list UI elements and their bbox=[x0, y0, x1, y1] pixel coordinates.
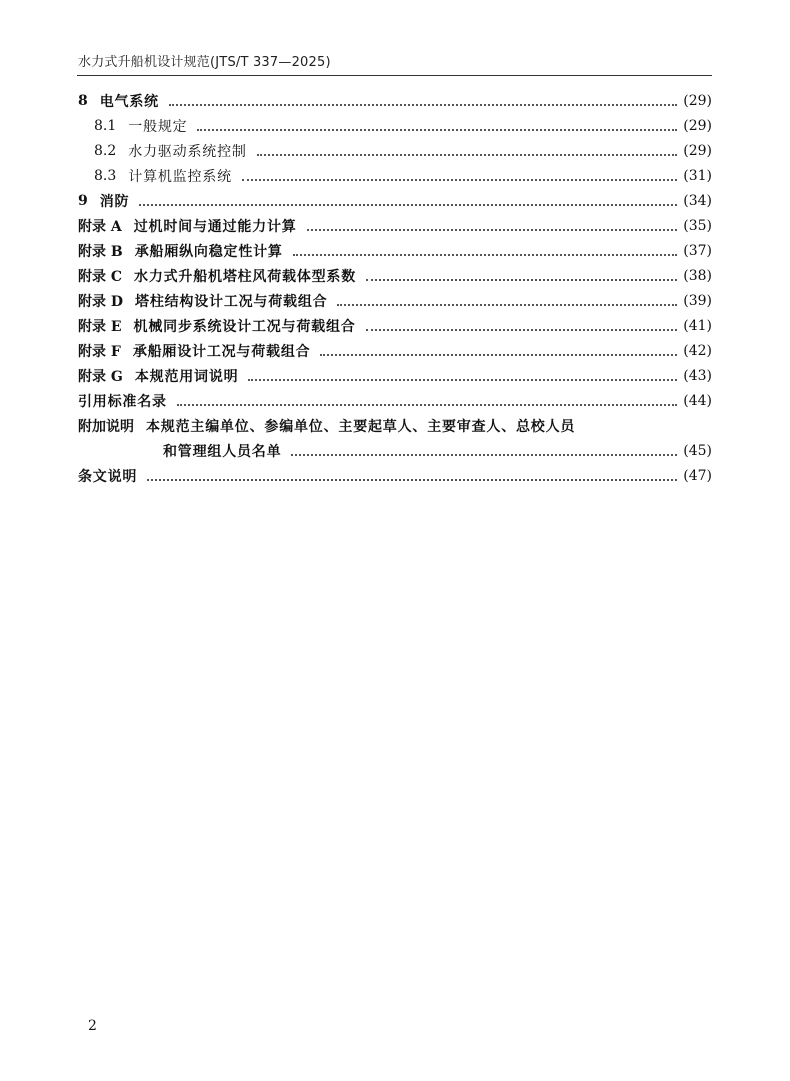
toc-number: 9 bbox=[78, 192, 88, 209]
leader-dots bbox=[307, 215, 678, 231]
toc-title: 水力驱动系统控制 bbox=[128, 143, 247, 160]
toc-number: 附录 B bbox=[78, 243, 123, 260]
toc-page: (39) bbox=[683, 292, 712, 309]
leader-dots bbox=[320, 340, 677, 356]
toc-number: 附录 G bbox=[78, 368, 123, 385]
running-header: 水力式升船机设计规范(JTS/T 337—2025) bbox=[78, 55, 331, 70]
toc-page: (45) bbox=[683, 442, 712, 459]
toc-page: (41) bbox=[683, 317, 712, 334]
toc-title: 本规范主编单位、参编单位、主要起草人、主要审查人、总校人员 bbox=[146, 418, 576, 435]
toc-number: 附录 D bbox=[78, 293, 124, 310]
toc-page: (37) bbox=[683, 242, 712, 259]
toc-page: (29) bbox=[683, 142, 712, 159]
leader-dots bbox=[366, 315, 678, 331]
toc-entry-appendix-g[interactable] bbox=[78, 363, 712, 388]
toc-entry-8-2[interactable] bbox=[78, 138, 712, 163]
toc-page: (29) bbox=[683, 92, 712, 109]
toc-page: (38) bbox=[683, 267, 712, 284]
toc-title: 一般规定 bbox=[128, 118, 188, 135]
toc-number: 8 bbox=[78, 92, 88, 109]
toc-entry-additional-notes-continued[interactable] bbox=[78, 438, 712, 463]
toc-title: 塔柱结构设计工况与荷载组合 bbox=[135, 293, 328, 310]
toc-title: 本规范用词说明 bbox=[134, 368, 239, 385]
toc-page: (42) bbox=[683, 342, 712, 359]
toc-page: (29) bbox=[683, 117, 712, 134]
toc-entry-appendix-a[interactable] bbox=[78, 213, 712, 238]
toc-title: 条文说明 bbox=[78, 468, 138, 485]
toc-entry-appendix-d[interactable] bbox=[78, 288, 712, 313]
toc-entry-8-1[interactable] bbox=[78, 113, 712, 138]
toc-entry-9[interactable] bbox=[78, 188, 712, 213]
toc-number: 附录 F bbox=[78, 343, 121, 360]
toc-number: 附录 C bbox=[78, 268, 123, 285]
table-of-contents bbox=[78, 88, 712, 488]
toc-entry-references[interactable] bbox=[78, 388, 712, 413]
leader-dots bbox=[169, 90, 677, 106]
toc-number: 8.2 bbox=[94, 142, 117, 159]
toc-page: (44) bbox=[683, 392, 712, 409]
leader-dots bbox=[139, 190, 677, 206]
header-rule bbox=[77, 75, 712, 76]
toc-title: 和管理组人员名单 bbox=[163, 443, 282, 460]
leader-dots bbox=[147, 465, 677, 481]
toc-entry-appendix-e[interactable] bbox=[78, 313, 712, 338]
toc-entry-commentary[interactable] bbox=[78, 463, 712, 488]
toc-page: (35) bbox=[683, 217, 712, 234]
toc-number: 8.1 bbox=[94, 117, 117, 134]
toc-title: 机械同步系统设计工况与荷载组合 bbox=[133, 318, 356, 335]
leader-dots bbox=[257, 140, 678, 156]
leader-dots bbox=[197, 115, 677, 131]
toc-entry-appendix-f[interactable] bbox=[78, 338, 712, 363]
toc-page: (47) bbox=[683, 467, 712, 484]
toc-entry-appendix-b[interactable] bbox=[78, 238, 712, 263]
toc-title: 消防 bbox=[99, 193, 130, 210]
toc-number: 附加说明 bbox=[78, 418, 134, 435]
toc-title: 计算机监控系统 bbox=[128, 168, 232, 185]
leader-dots bbox=[293, 240, 678, 256]
page-number: 2 bbox=[88, 1018, 97, 1034]
toc-page: (43) bbox=[683, 367, 712, 384]
toc-title: 水力式升船机塔柱风荷载体型系数 bbox=[134, 268, 357, 285]
toc-title: 引用标准名录 bbox=[78, 393, 167, 410]
toc-page: (31) bbox=[683, 167, 712, 184]
toc-title: 承船厢纵向稳定性计算 bbox=[134, 243, 283, 260]
toc-title: 承船厢设计工况与荷载组合 bbox=[132, 343, 311, 360]
toc-entry-8[interactable] bbox=[78, 88, 712, 113]
leader-dots bbox=[242, 165, 677, 181]
toc-entry-additional-notes[interactable] bbox=[78, 413, 712, 438]
toc-title: 电气系统 bbox=[99, 93, 159, 110]
toc-number: 附录 E bbox=[78, 318, 122, 335]
toc-entry-appendix-c[interactable] bbox=[78, 263, 712, 288]
toc-number: 8.3 bbox=[94, 167, 117, 184]
toc-entry-8-3[interactable] bbox=[78, 163, 712, 188]
toc-title: 过机时间与通过能力计算 bbox=[133, 218, 297, 235]
toc-page: (34) bbox=[683, 192, 712, 209]
toc-number: 附录 A bbox=[78, 218, 122, 235]
leader-dots bbox=[337, 290, 677, 306]
leader-dots bbox=[366, 265, 677, 281]
leader-dots bbox=[291, 440, 677, 456]
leader-dots bbox=[248, 365, 677, 381]
leader-dots bbox=[177, 390, 677, 406]
